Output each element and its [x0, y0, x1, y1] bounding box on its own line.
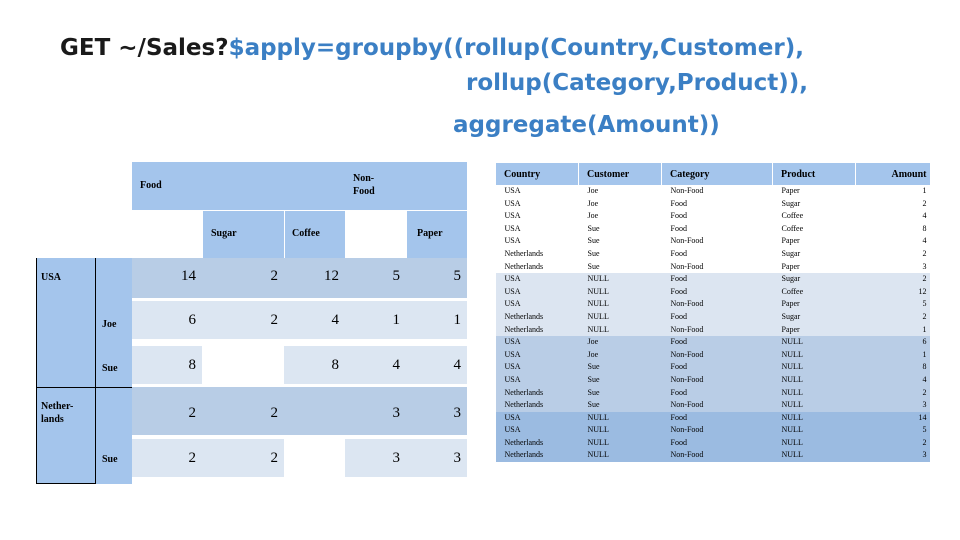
cell-product: Sugar: [773, 311, 856, 324]
pivot-value-cell: 4: [392, 357, 400, 373]
cell-amount: 3: [856, 261, 930, 274]
table-row: [496, 298, 930, 311]
cell-category: Non-Food: [662, 261, 773, 274]
table-row: [496, 412, 930, 425]
table-row: [496, 374, 930, 387]
pivot-header-food: [132, 162, 345, 210]
cell-customer: NULL: [579, 437, 662, 450]
table-row: [496, 248, 930, 261]
pivot-value-cell: 8: [188, 357, 196, 373]
pivot-row-netherlands: Nether- lands: [41, 401, 74, 425]
cell-customer: Sue: [579, 248, 662, 261]
cell-category: Non-Food: [662, 374, 773, 387]
cell-product: Paper: [773, 261, 856, 274]
cell-product: NULL: [773, 399, 856, 412]
pivot-value-cell: 2: [270, 405, 278, 421]
request-line-2: rollup(Category,Product)),: [466, 70, 809, 96]
table-row: [496, 223, 930, 236]
cell-country: USA: [496, 412, 579, 425]
table-row: [496, 449, 930, 462]
pivot-header-coffee-label: Coffee: [292, 228, 320, 239]
cell-country: USA: [496, 210, 579, 223]
cell-amount: 14: [856, 412, 930, 425]
table-row: [496, 424, 930, 437]
cell-amount: 2: [856, 198, 930, 211]
cell-country: USA: [496, 286, 579, 299]
cell-category: Food: [662, 286, 773, 299]
cell-product: NULL: [773, 336, 856, 349]
cell-amount: 4: [856, 374, 930, 387]
cell-customer: Sue: [579, 361, 662, 374]
cell-amount: 1: [856, 324, 930, 337]
table-row: [496, 198, 930, 211]
pivot-header-nonfood-label: Non- Food: [353, 173, 375, 197]
table-row: [496, 399, 930, 412]
pivot-row-usa-sue: Sue: [102, 363, 118, 374]
cell-category: Food: [662, 412, 773, 425]
cell-customer: NULL: [579, 286, 662, 299]
cell-customer: Sue: [579, 223, 662, 236]
cell-product: Sugar: [773, 273, 856, 286]
pivot-value-cell: 14: [181, 268, 196, 284]
cell-category: Non-Food: [662, 235, 773, 248]
pivot-value-cell: 1: [453, 312, 461, 328]
cell-customer: NULL: [579, 311, 662, 324]
cell-category: Non-Food: [662, 324, 773, 337]
cell-country: USA: [496, 273, 579, 286]
request-line-3: aggregate(Amount)): [453, 112, 720, 138]
cell-product: NULL: [773, 424, 856, 437]
cell-country: Netherlands: [496, 248, 579, 261]
cell-country: Netherlands: [496, 387, 579, 400]
cell-customer: Sue: [579, 399, 662, 412]
result-table-header: [496, 163, 930, 185]
cell-country: Netherlands: [496, 437, 579, 450]
cell-customer: NULL: [579, 298, 662, 311]
cell-amount: 2: [856, 437, 930, 450]
cell-country: USA: [496, 198, 579, 211]
table-row: [496, 311, 930, 324]
cell-customer: Joe: [579, 336, 662, 349]
pivot-row-usa-joe: Joe: [102, 319, 117, 330]
column-header-country: Country: [496, 163, 579, 185]
table-row: [496, 261, 930, 274]
table-row: [496, 349, 930, 362]
cell-amount: 2: [856, 248, 930, 261]
cell-category: Non-Food: [662, 399, 773, 412]
cell-product: NULL: [773, 437, 856, 450]
table-row: [496, 361, 930, 374]
cell-amount: 3: [856, 399, 930, 412]
cell-product: NULL: [773, 387, 856, 400]
pivot-value-cell: 2: [270, 450, 278, 466]
pivot-header-sugar: [202, 210, 284, 258]
cell-amount: 6: [856, 336, 930, 349]
pivot-value-cell: 2: [270, 312, 278, 328]
cell-product: Sugar: [773, 198, 856, 211]
cell-country: USA: [496, 185, 579, 198]
cell-category: Non-Food: [662, 185, 773, 198]
pivot-header-paper: [406, 210, 467, 258]
table-row: [496, 286, 930, 299]
pivot-value-cell: 6: [188, 312, 196, 328]
pivot-country-divider: [36, 387, 132, 388]
pivot-value-cell: 4: [331, 312, 339, 328]
cell-country: USA: [496, 361, 579, 374]
cell-customer: NULL: [579, 412, 662, 425]
cell-category: Food: [662, 387, 773, 400]
table-row: [496, 235, 930, 248]
request-line-1: [60, 33, 804, 63]
pivot-value-cell: 2: [188, 450, 196, 466]
cell-product: NULL: [773, 412, 856, 425]
cell-country: USA: [496, 424, 579, 437]
cell-category: Non-Food: [662, 298, 773, 311]
pivot-row-usa: USA: [41, 272, 62, 283]
cell-customer: Joe: [579, 185, 662, 198]
column-header-product: Product: [773, 163, 856, 185]
pivot-value-cell: 5: [453, 268, 461, 284]
pivot-value-cell: 3: [453, 450, 461, 466]
pivot-left-border: [36, 258, 37, 484]
cell-category: Food: [662, 273, 773, 286]
table-row: [496, 437, 930, 450]
cell-category: Non-Food: [662, 424, 773, 437]
cell-product: NULL: [773, 361, 856, 374]
cell-product: NULL: [773, 449, 856, 462]
cell-customer: Joe: [579, 198, 662, 211]
cell-amount: 3: [856, 449, 930, 462]
cell-amount: 5: [856, 424, 930, 437]
cell-customer: Sue: [579, 387, 662, 400]
cell-product: Paper: [773, 235, 856, 248]
pivot-header-sugar-label: Sugar: [211, 228, 237, 239]
pivot-value-cell: 3: [453, 405, 461, 421]
cell-country: USA: [496, 223, 579, 236]
pivot-row-divider: [36, 258, 96, 484]
cell-amount: 1: [856, 185, 930, 198]
cell-category: Food: [662, 437, 773, 450]
pivot-value-cell: 2: [188, 405, 196, 421]
cell-amount: 2: [856, 387, 930, 400]
query-apply-groupby: $apply=groupby((rollup(Country,Customer),: [228, 35, 804, 61]
cell-product: Paper: [773, 324, 856, 337]
cell-country: USA: [496, 336, 579, 349]
request-method-path: GET ~/Sales?: [60, 35, 229, 61]
cell-customer: NULL: [579, 324, 662, 337]
cell-product: NULL: [773, 374, 856, 387]
cell-country: USA: [496, 235, 579, 248]
cell-country: Netherlands: [496, 261, 579, 274]
table-row: [496, 210, 930, 223]
pivot-value-cell: 8: [331, 357, 339, 373]
cell-product: Coffee: [773, 223, 856, 236]
cell-country: USA: [496, 298, 579, 311]
cell-country: USA: [496, 374, 579, 387]
cell-product: Paper: [773, 185, 856, 198]
cell-customer: NULL: [579, 273, 662, 286]
cell-customer: Sue: [579, 374, 662, 387]
cell-category: Food: [662, 198, 773, 211]
cell-amount: 2: [856, 311, 930, 324]
cell-customer: Joe: [579, 210, 662, 223]
cell-product: Coffee: [773, 286, 856, 299]
pivot-value-cell: 5: [392, 268, 400, 284]
cell-customer: Sue: [579, 261, 662, 274]
cell-amount: 4: [856, 235, 930, 248]
table-row: [496, 273, 930, 286]
cell-product: Sugar: [773, 248, 856, 261]
cell-amount: 4: [856, 210, 930, 223]
table-row: [496, 324, 930, 337]
table-row: [496, 387, 930, 400]
result-table: [495, 163, 930, 462]
cell-customer: Joe: [579, 349, 662, 362]
pivot-row-netherlands-sue: Sue: [102, 454, 118, 465]
cell-country: Netherlands: [496, 449, 579, 462]
cell-customer: Sue: [579, 235, 662, 248]
cell-product: NULL: [773, 349, 856, 362]
pivot-value-cell: 1: [392, 312, 400, 328]
pivot-value-cell: 2: [270, 268, 278, 284]
cell-customer: NULL: [579, 424, 662, 437]
cell-country: Netherlands: [496, 324, 579, 337]
cell-category: Food: [662, 336, 773, 349]
column-header-amount: Amount: [856, 163, 930, 185]
cell-category: Non-Food: [662, 449, 773, 462]
cell-product: Coffee: [773, 210, 856, 223]
pivot-value-cell: 4: [453, 357, 461, 373]
pivot-value-cell: 3: [392, 405, 400, 421]
pivot-header-nonfood: [345, 162, 467, 210]
cell-product: Paper: [773, 298, 856, 311]
cell-amount: 5: [856, 298, 930, 311]
cell-customer: NULL: [579, 449, 662, 462]
cell-category: Food: [662, 248, 773, 261]
cell-amount: 8: [856, 223, 930, 236]
cell-category: Non-Food: [662, 349, 773, 362]
pivot-header-food-label: Food: [140, 180, 162, 191]
cell-country: Netherlands: [496, 311, 579, 324]
cell-category: Food: [662, 311, 773, 324]
table-row: [496, 336, 930, 349]
cell-category: Food: [662, 223, 773, 236]
cell-amount: 8: [856, 361, 930, 374]
cell-amount: 2: [856, 273, 930, 286]
cell-country: USA: [496, 349, 579, 362]
cell-amount: 1: [856, 349, 930, 362]
pivot-header-paper-label: Paper: [417, 228, 443, 239]
cell-amount: 12: [856, 286, 930, 299]
table-row: [496, 185, 930, 198]
column-header-category: Category: [662, 163, 773, 185]
cell-country: Netherlands: [496, 399, 579, 412]
cell-category: Food: [662, 210, 773, 223]
pivot-header-coffee: [284, 210, 345, 258]
pivot-value-cell: 3: [392, 450, 400, 466]
cell-category: Food: [662, 361, 773, 374]
column-header-customer: Customer: [579, 163, 662, 185]
pivot-value-cell: 12: [324, 268, 339, 284]
